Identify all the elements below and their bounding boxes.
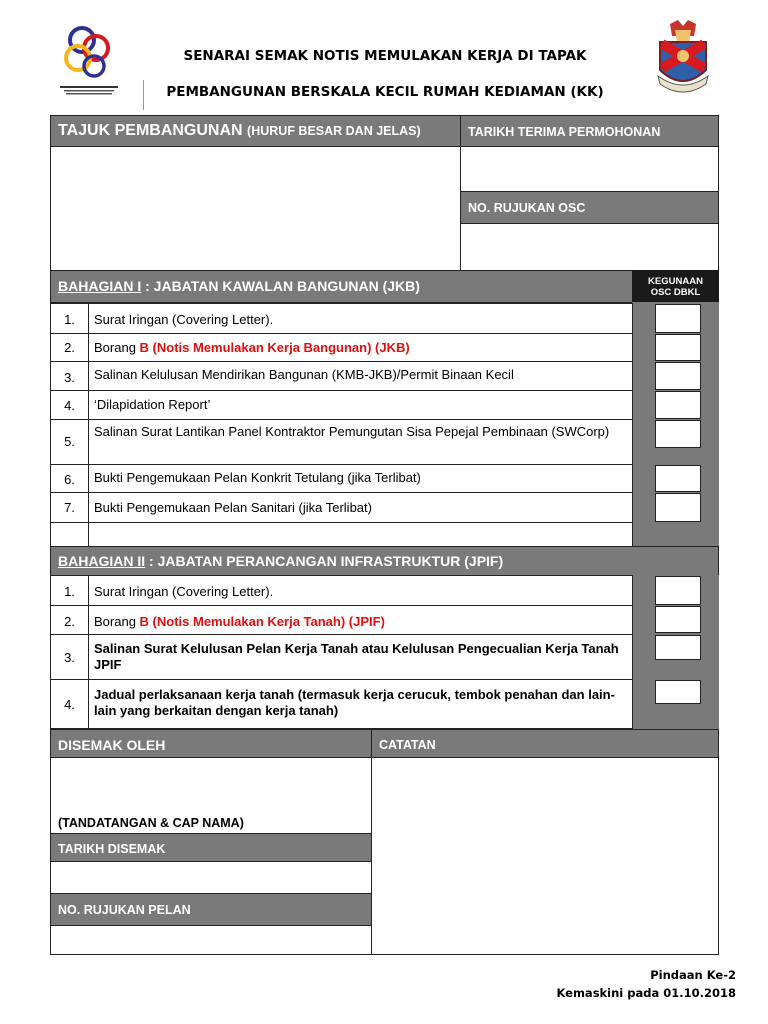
- checkbox-b1-5[interactable]: [655, 420, 701, 448]
- disemak-oleh-header: DISEMAK OLEH: [50, 729, 372, 758]
- item-text: Salinan Surat Kelulusan Pelan Kerja Tanah atau Kelulusan Pengecualian Kerja Tanah JPIF: [94, 641, 619, 672]
- list-item: [50, 605, 633, 635]
- list-item: [50, 303, 633, 334]
- bahagian2-title-rest: : JABATAN PERANCANGAN INFRASTRUKTUR (JPIF): [145, 553, 504, 569]
- kegunaan-line1: KEGUNAAN: [648, 276, 703, 287]
- bahagian1-header: [50, 270, 633, 303]
- item-text: Bukti Pengemukaan Pelan Konkrit Tetulang (jika Terlibat): [94, 470, 421, 485]
- item-text: Surat Iringan (Covering Letter).: [94, 584, 274, 599]
- tarikh-disemak-field[interactable]: [50, 861, 372, 894]
- item-number: 2.: [64, 614, 75, 629]
- list-item: [50, 361, 633, 391]
- osc-logo: [56, 18, 122, 98]
- no-rujukan-pelan-field[interactable]: [50, 925, 372, 955]
- item-number: 3.: [64, 370, 75, 385]
- no-rujukan-osc-field[interactable]: [460, 223, 719, 271]
- item-text: Jadual perlaksanaan kerja tanah (termasuk kerja cerucuk, tembok penahan dan lain-lain yang berkaitan dengan kerja tanah): [94, 687, 615, 718]
- tajuk-label: TAJUK PEMBANGUNAN: [58, 122, 243, 139]
- tajuk-header: [50, 115, 461, 147]
- list-item: [50, 679, 633, 729]
- item-number: 3.: [64, 650, 75, 665]
- tajuk-input-area[interactable]: [50, 146, 461, 271]
- item-number: 5.: [64, 434, 75, 449]
- checkbox-b1-1[interactable]: [655, 304, 701, 333]
- item-prefix: Borang: [94, 340, 140, 355]
- header-divider: [143, 80, 144, 110]
- bahagian1-title-prefix: BAHAGIAN I: [58, 278, 142, 294]
- list-item-empty: [50, 522, 633, 547]
- item-text: [94, 340, 410, 356]
- item-number: 7.: [64, 500, 75, 515]
- item-red-text: B (Notis Memulakan Kerja Tanah) (JPIF): [139, 614, 385, 629]
- tarikh-terima-header: TARIKH TERIMA PERMOHONAN: [460, 115, 719, 147]
- item-prefix: Borang: [94, 614, 140, 629]
- tajuk-note: (HURUF BESAR DAN JELAS): [247, 124, 421, 138]
- checkbox-b1-3[interactable]: [655, 362, 701, 390]
- list-item: [50, 333, 633, 362]
- item-text: [94, 614, 385, 630]
- checkbox-b1-6[interactable]: [655, 465, 701, 492]
- kegunaan-line2: OSC DBKL: [650, 287, 701, 298]
- item-red-text: B (Notis Memulakan Kerja Bangunan) (JKB): [139, 340, 410, 355]
- no-rujukan-pelan-header: NO. RUJUKAN PELAN: [50, 893, 372, 926]
- item-text: Surat Iringan (Covering Letter).: [94, 312, 274, 327]
- tandatangan-label: (TANDATANGAN & CAP NAMA): [58, 816, 244, 830]
- list-item: [50, 492, 633, 523]
- item-number: 4.: [64, 398, 75, 413]
- item-text: Bukti Pengemukaan Pelan Sanitari (jika Terlibat): [94, 500, 372, 515]
- checkbox-b2-3[interactable]: [655, 635, 701, 660]
- checkbox-b2-2[interactable]: [655, 606, 701, 633]
- checkbox-b1-7[interactable]: [655, 493, 701, 522]
- checkbox-b1-2[interactable]: [655, 334, 701, 361]
- catatan-header: CATATAN: [371, 729, 719, 758]
- item-text: ‘Dilapidation Report’: [94, 397, 211, 412]
- list-item: [50, 575, 633, 606]
- kegunaan-header: [632, 270, 719, 303]
- item-number: 1.: [64, 312, 75, 327]
- item-number: 4.: [64, 697, 75, 712]
- no-rujukan-osc-header: NO. RUJUKAN OSC: [460, 191, 719, 224]
- tarikh-disemak-header: TARIKH DISEMAK: [50, 833, 372, 862]
- item-text: Salinan Surat Lantikan Panel Kontraktor Pemungutan Sisa Pepejal Pembinaan (SWCorp): [94, 424, 610, 439]
- footer-kemaskini: Kemaskini pada 01.10.2018: [556, 986, 736, 1000]
- item-number: 1.: [64, 584, 75, 599]
- list-item: [50, 390, 633, 420]
- catatan-field[interactable]: [371, 757, 719, 955]
- bahagian1-title-rest: : JABATAN KAWALAN BANGUNAN (JKB): [141, 278, 420, 294]
- bahagian2-header: [50, 546, 719, 576]
- item-number: 2.: [64, 340, 75, 355]
- checkbox-b2-1[interactable]: [655, 576, 701, 605]
- footer-pindaan: Pindaan Ke-2: [650, 968, 736, 982]
- checkbox-b2-4[interactable]: [655, 680, 701, 704]
- checkbox-b1-4[interactable]: [655, 391, 701, 419]
- item-number: 6.: [64, 472, 75, 487]
- page-title-line1: SENARAI SEMAK NOTIS MEMULAKAN KERJA DI TAPAK: [183, 48, 587, 64]
- signature-area[interactable]: [50, 757, 372, 834]
- list-item: [50, 419, 633, 465]
- item-text: Salinan Kelulusan Mendirikan Bangunan (KMB-JKB)/Permit Binaan Kecil: [94, 367, 514, 382]
- page-title-line2: PEMBANGUNAN BERSKALA KECIL RUMAH KEDIAMAN (KK): [166, 84, 604, 100]
- bahagian2-title-prefix: BAHAGIAN II: [58, 553, 146, 569]
- list-item: [50, 464, 633, 493]
- dbkl-crest: [656, 20, 710, 102]
- tarikh-terima-field[interactable]: [460, 146, 719, 192]
- list-item: [50, 634, 633, 680]
